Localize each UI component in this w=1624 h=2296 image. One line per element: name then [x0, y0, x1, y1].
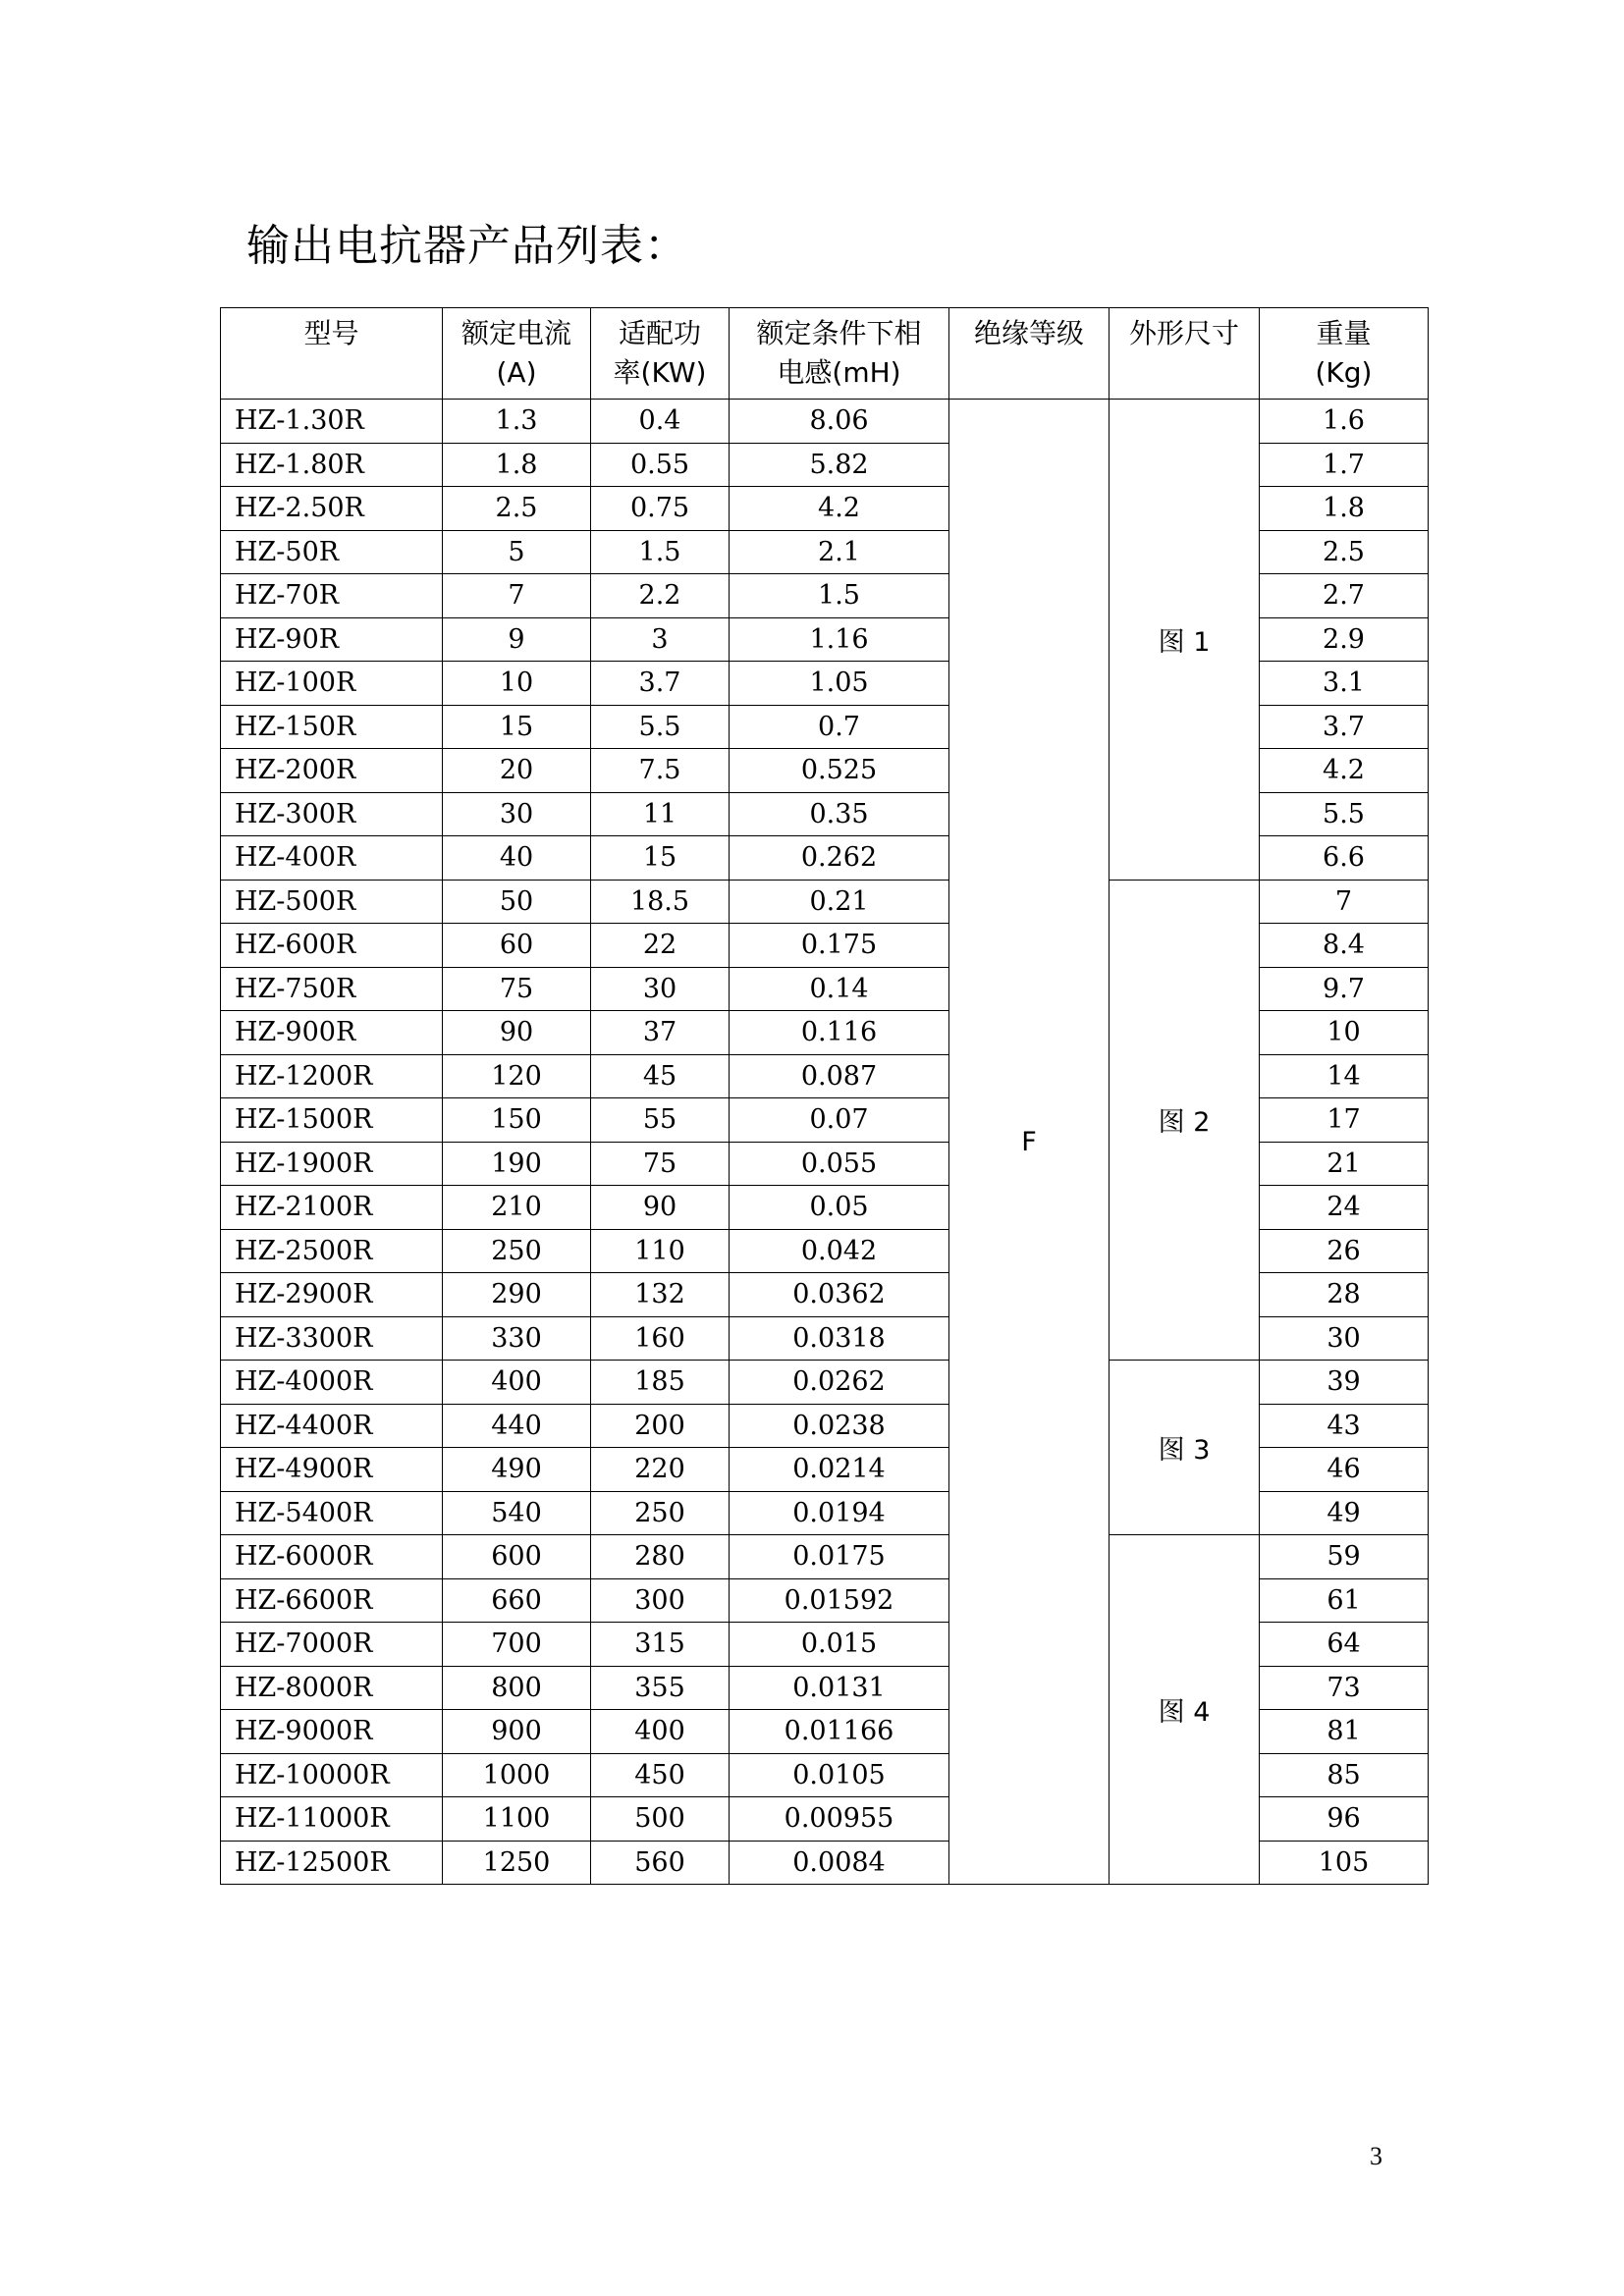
header-dimensions — [1110, 308, 1260, 400]
cell-inductance: 0.175 — [730, 924, 949, 968]
cell-power: 5.5 — [591, 705, 730, 749]
cell-inductance: 8.06 — [730, 400, 949, 444]
cell-model: HZ-5400R — [221, 1491, 443, 1535]
cell-weight: 3.1 — [1260, 662, 1429, 706]
cell-figure-ref: 图 3 — [1110, 1361, 1260, 1535]
cell-weight: 2.7 — [1260, 574, 1429, 618]
cell-weight: 49 — [1260, 1491, 1429, 1535]
cell-inductance: 0.0105 — [730, 1753, 949, 1797]
header-inductance-line: 电感(mH) — [777, 356, 901, 389]
cell-model: HZ-150R — [221, 705, 443, 749]
table-row — [221, 1361, 1429, 1405]
header-inductance — [730, 308, 949, 400]
table-row — [221, 1535, 1429, 1579]
cell-model: HZ-6000R — [221, 1535, 443, 1579]
cell-rated-current: 540 — [443, 1491, 591, 1535]
cell-power: 300 — [591, 1578, 730, 1623]
cell-power: 37 — [591, 1011, 730, 1055]
cell-model: HZ-200R — [221, 749, 443, 793]
cell-power: 315 — [591, 1623, 730, 1667]
cell-power: 55 — [591, 1098, 730, 1143]
cell-model: HZ-600R — [221, 924, 443, 968]
cell-weight: 26 — [1260, 1229, 1429, 1273]
cell-model: HZ-1900R — [221, 1142, 443, 1186]
cell-model: HZ-2900R — [221, 1273, 443, 1317]
header-weight-line: (Kg) — [1315, 356, 1373, 389]
cell-rated-current: 9 — [443, 617, 591, 662]
cell-inductance: 0.01592 — [730, 1578, 949, 1623]
cell-weight: 96 — [1260, 1797, 1429, 1842]
cell-power: 560 — [591, 1841, 730, 1885]
cell-weight: 81 — [1260, 1710, 1429, 1754]
cell-inductance: 0.0214 — [730, 1448, 949, 1492]
cell-weight: 24 — [1260, 1186, 1429, 1230]
cell-rated-current: 1100 — [443, 1797, 591, 1842]
cell-inductance: 0.21 — [730, 880, 949, 924]
cell-rated-current: 330 — [443, 1316, 591, 1361]
cell-weight: 1.7 — [1260, 443, 1429, 487]
header-model — [221, 308, 443, 400]
cell-inductance: 0.525 — [730, 749, 949, 793]
page-title: 输出电抗器产品列表： — [246, 221, 688, 271]
cell-rated-current: 40 — [443, 836, 591, 881]
cell-inductance: 0.0175 — [730, 1535, 949, 1579]
cell-rated-current: 900 — [443, 1710, 591, 1754]
cell-power: 45 — [591, 1054, 730, 1098]
cell-model: HZ-100R — [221, 662, 443, 706]
cell-weight: 17 — [1260, 1098, 1429, 1143]
cell-weight: 2.9 — [1260, 617, 1429, 662]
cell-inductance: 0.015 — [730, 1623, 949, 1667]
cell-rated-current: 10 — [443, 662, 591, 706]
cell-weight: 8.4 — [1260, 924, 1429, 968]
cell-inductance: 2.1 — [730, 530, 949, 574]
cell-model: HZ-4400R — [221, 1404, 443, 1448]
cell-power: 18.5 — [591, 880, 730, 924]
cell-weight: 39 — [1260, 1361, 1429, 1405]
cell-model: HZ-2.50R — [221, 487, 443, 531]
cell-power: 355 — [591, 1666, 730, 1710]
cell-model: HZ-2100R — [221, 1186, 443, 1230]
cell-rated-current: 2.5 — [443, 487, 591, 531]
page-number: 3 — [1370, 2142, 1382, 2170]
cell-model: HZ-11000R — [221, 1797, 443, 1842]
cell-rated-current: 660 — [443, 1578, 591, 1623]
header-insulation-line: 绝缘等级 — [973, 317, 1084, 349]
cell-power: 90 — [591, 1186, 730, 1230]
cell-power: 500 — [591, 1797, 730, 1842]
cell-rated-current: 210 — [443, 1186, 591, 1230]
cell-weight: 14 — [1260, 1054, 1429, 1098]
cell-model: HZ-1.30R — [221, 400, 443, 444]
cell-inductance: 0.087 — [730, 1054, 949, 1098]
cell-inductance: 0.0362 — [730, 1273, 949, 1317]
cell-power: 0.55 — [591, 443, 730, 487]
header-model-line: 型号 — [303, 317, 359, 349]
cell-weight: 7 — [1260, 880, 1429, 924]
cell-weight: 10 — [1260, 1011, 1429, 1055]
cell-model: HZ-8000R — [221, 1666, 443, 1710]
header-power — [591, 308, 730, 400]
cell-rated-current: 440 — [443, 1404, 591, 1448]
cell-power: 160 — [591, 1316, 730, 1361]
cell-inductance: 1.05 — [730, 662, 949, 706]
cell-weight: 64 — [1260, 1623, 1429, 1667]
cell-rated-current: 30 — [443, 792, 591, 836]
cell-rated-current: 800 — [443, 1666, 591, 1710]
cell-weight: 59 — [1260, 1535, 1429, 1579]
cell-rated-current: 15 — [443, 705, 591, 749]
header-rated-current-line: (A) — [496, 356, 537, 389]
cell-model: HZ-1500R — [221, 1098, 443, 1143]
cell-rated-current: 1000 — [443, 1753, 591, 1797]
cell-model: HZ-7000R — [221, 1623, 443, 1667]
cell-inductance: 4.2 — [730, 487, 949, 531]
cell-weight: 5.5 — [1260, 792, 1429, 836]
table-body — [221, 400, 1429, 1885]
cell-power: 250 — [591, 1491, 730, 1535]
cell-rated-current: 490 — [443, 1448, 591, 1492]
cell-rated-current: 250 — [443, 1229, 591, 1273]
cell-model: HZ-50R — [221, 530, 443, 574]
cell-weight: 1.8 — [1260, 487, 1429, 531]
cell-power: 110 — [591, 1229, 730, 1273]
cell-weight: 4.2 — [1260, 749, 1429, 793]
cell-weight: 43 — [1260, 1404, 1429, 1448]
cell-rated-current: 120 — [443, 1054, 591, 1098]
cell-rated-current: 150 — [443, 1098, 591, 1143]
cell-model: HZ-1200R — [221, 1054, 443, 1098]
header-insulation — [949, 308, 1110, 400]
cell-model: HZ-4900R — [221, 1448, 443, 1492]
cell-power: 22 — [591, 924, 730, 968]
cell-model: HZ-400R — [221, 836, 443, 881]
cell-inductance: 0.0238 — [730, 1404, 949, 1448]
cell-model: HZ-90R — [221, 617, 443, 662]
cell-model: HZ-1.80R — [221, 443, 443, 487]
cell-power: 1.5 — [591, 530, 730, 574]
cell-weight: 9.7 — [1260, 967, 1429, 1011]
cell-inductance: 5.82 — [730, 443, 949, 487]
cell-figure-ref: 图 1 — [1110, 400, 1260, 881]
header-weight-line: 重量 — [1316, 317, 1372, 349]
cell-weight: 46 — [1260, 1448, 1429, 1492]
cell-inductance: 0.0262 — [730, 1361, 949, 1405]
cell-rated-current: 400 — [443, 1361, 591, 1405]
cell-weight: 73 — [1260, 1666, 1429, 1710]
cell-figure-ref: 图 2 — [1110, 880, 1260, 1361]
table-row — [221, 400, 1429, 444]
cell-inductance: 1.5 — [730, 574, 949, 618]
table-header-row — [221, 308, 1429, 400]
header-rated-current-line: 额定电流 — [460, 317, 571, 349]
cell-power: 75 — [591, 1142, 730, 1186]
cell-weight: 3.7 — [1260, 705, 1429, 749]
cell-inductance: 0.07 — [730, 1098, 949, 1143]
cell-model: HZ-300R — [221, 792, 443, 836]
cell-model: HZ-2500R — [221, 1229, 443, 1273]
cell-inductance: 1.16 — [730, 617, 949, 662]
cell-power: 30 — [591, 967, 730, 1011]
cell-power: 7.5 — [591, 749, 730, 793]
cell-rated-current: 1.8 — [443, 443, 591, 487]
cell-model: HZ-70R — [221, 574, 443, 618]
cell-inductance: 0.00955 — [730, 1797, 949, 1842]
cell-rated-current: 290 — [443, 1273, 591, 1317]
cell-inductance: 0.0131 — [730, 1666, 949, 1710]
cell-power: 3 — [591, 617, 730, 662]
cell-rated-current: 75 — [443, 967, 591, 1011]
header-rated-current — [443, 308, 591, 400]
header-dimensions-line: 外形尺寸 — [1128, 317, 1239, 349]
table-row — [221, 880, 1429, 924]
cell-power: 400 — [591, 1710, 730, 1754]
cell-weight: 6.6 — [1260, 836, 1429, 881]
cell-model: HZ-3300R — [221, 1316, 443, 1361]
cell-rated-current: 700 — [443, 1623, 591, 1667]
cell-model: HZ-10000R — [221, 1753, 443, 1797]
cell-rated-current: 600 — [443, 1535, 591, 1579]
header-power-line: 适配功 — [618, 317, 701, 349]
cell-rated-current: 7 — [443, 574, 591, 618]
cell-inductance: 0.05 — [730, 1186, 949, 1230]
cell-model: HZ-900R — [221, 1011, 443, 1055]
cell-rated-current: 90 — [443, 1011, 591, 1055]
reactor-spec-table — [220, 307, 1429, 1885]
cell-model: HZ-6600R — [221, 1578, 443, 1623]
cell-rated-current: 1.3 — [443, 400, 591, 444]
cell-power: 2.2 — [591, 574, 730, 618]
cell-inductance: 0.0194 — [730, 1491, 949, 1535]
cell-inductance: 0.7 — [730, 705, 949, 749]
cell-inductance: 0.116 — [730, 1011, 949, 1055]
cell-figure-ref: 图 4 — [1110, 1535, 1260, 1885]
cell-rated-current: 1250 — [443, 1841, 591, 1885]
cell-power: 450 — [591, 1753, 730, 1797]
cell-weight: 1.6 — [1260, 400, 1429, 444]
header-weight — [1260, 308, 1429, 400]
cell-rated-current: 60 — [443, 924, 591, 968]
header-power-line: 率(KW) — [613, 356, 707, 389]
cell-inductance: 0.055 — [730, 1142, 949, 1186]
cell-power: 185 — [591, 1361, 730, 1405]
header-inductance-line: 额定条件下相 — [756, 317, 922, 349]
cell-power: 0.75 — [591, 487, 730, 531]
cell-weight: 61 — [1260, 1578, 1429, 1623]
cell-weight: 85 — [1260, 1753, 1429, 1797]
cell-power: 3.7 — [591, 662, 730, 706]
cell-model: HZ-9000R — [221, 1710, 443, 1754]
cell-inductance: 0.0084 — [730, 1841, 949, 1885]
cell-power: 15 — [591, 836, 730, 881]
cell-power: 280 — [591, 1535, 730, 1579]
cell-inductance: 0.01166 — [730, 1710, 949, 1754]
cell-rated-current: 50 — [443, 880, 591, 924]
cell-model: HZ-12500R — [221, 1841, 443, 1885]
cell-model: HZ-750R — [221, 967, 443, 1011]
cell-weight: 28 — [1260, 1273, 1429, 1317]
cell-inductance: 0.0318 — [730, 1316, 949, 1361]
cell-power: 200 — [591, 1404, 730, 1448]
cell-power: 11 — [591, 792, 730, 836]
cell-inductance: 0.14 — [730, 967, 949, 1011]
cell-weight: 21 — [1260, 1142, 1429, 1186]
cell-inductance: 0.262 — [730, 836, 949, 881]
cell-weight: 2.5 — [1260, 530, 1429, 574]
cell-power: 220 — [591, 1448, 730, 1492]
cell-rated-current: 20 — [443, 749, 591, 793]
cell-insulation-class: F — [949, 400, 1110, 1885]
cell-model: HZ-500R — [221, 880, 443, 924]
cell-weight: 30 — [1260, 1316, 1429, 1361]
cell-rated-current: 5 — [443, 530, 591, 574]
cell-inductance: 0.042 — [730, 1229, 949, 1273]
cell-rated-current: 190 — [443, 1142, 591, 1186]
cell-power: 132 — [591, 1273, 730, 1317]
cell-inductance: 0.35 — [730, 792, 949, 836]
cell-power: 0.4 — [591, 400, 730, 444]
cell-model: HZ-4000R — [221, 1361, 443, 1405]
cell-weight: 105 — [1260, 1841, 1429, 1885]
